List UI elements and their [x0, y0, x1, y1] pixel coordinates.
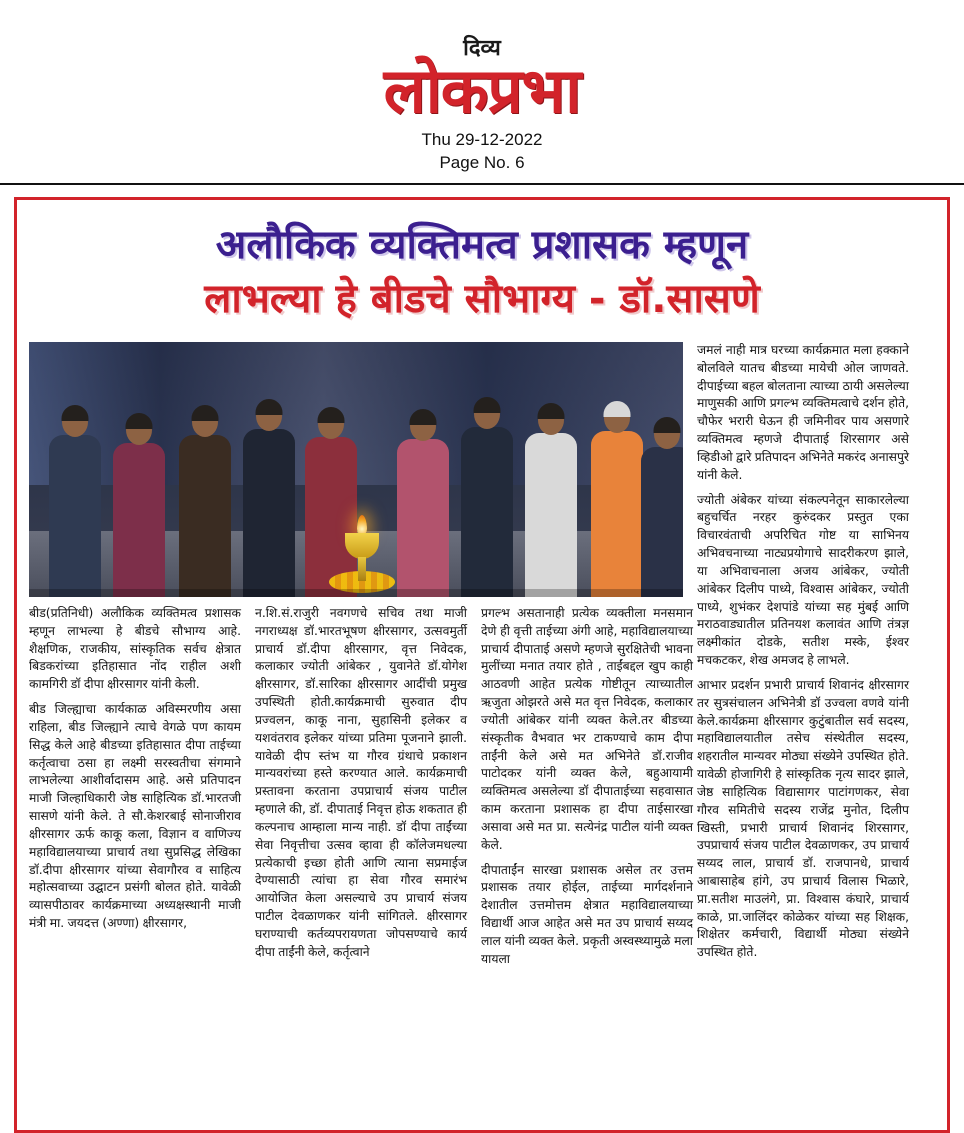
photo-bottom-strip: [29, 589, 683, 597]
photo-person: [589, 403, 645, 597]
masthead-brand-small: दिव्य: [463, 36, 501, 61]
headline: [29, 210, 935, 332]
paragraph: न.शि.सं.राजुरी नवगणचे सचिव तथा माजी नगराध्यक्ष डॉ.भारतभूषण क्षीरसागर, उत्सवमुर्ती प्राचार्य डॉ.दीपा क्षीरसागर, वृत्त निवेदक, कलाकार ज्योती आंबेकर , युवानेते डॉ.योगेश क्षीरसागर, डॉ.सारिका क्षीरसागर आदींची प्रमुख उपस्थिती होती.कार्यक्रमाची सुरुवात दीप प्रज्वलन, काकू नाना, सुहासिनी इलेकर व यशवंतराव इलेकर यांच्या प्रतिमा पूजनाने झाली. यावेळी दीप स्तंभ या गौरव ग्रंथाचे प्रकाशन मान्यवरांच्या हस्ते करण्यात आले. कार्यक्रमाची प्रस्तावना करताना उपप्राचार्य संजय पाटील म्हणाले की, डॉ. दीपाताई निवृत्त होऊ शकतात ही कल्पनाच आम्हाला मान्य नाही. डॉ दीपा ताईंच्या सेवा निवृत्तीचा उत्सव व्हावा ही कॉलेजमधल्या प्रत्येकाची इच्छा होती आणि त्याना सप्रमाईज देण्यासाठी त्यांचा हा सेवा गौरव समारंभ आयोजित केला असल्याचे उप प्राचार्य संजय पाटील देवळाणकर यांनी सांगितले. क्षीरसागर घराण्याची कर्तव्यपरायणता जोपसण्याचे कार्य दीपा ताईंनी केले, कर्तृत्वाने: [255, 605, 467, 959]
masthead-date: Thu 29-12-2022: [421, 130, 543, 150]
lamp-flame: [357, 515, 367, 535]
paragraph: दीपाताईंन सारखा प्रशासक असेल तर उत्तम प्रशासक तयार होईल, ताईच्या मार्गदर्शनाने देशातील उत्तमोत्तम क्षेत्रात महाविद्यालयाच्या विद्यार्थी आज आहेत असे मत उप प्राचार्य सय्यद लाल यांनी व्यक्त केले. प्रकृती अस्वस्थ्यामुळे मला यायला: [481, 862, 693, 966]
article-column-3: [481, 605, 693, 976]
photo-person: [241, 401, 297, 597]
paragraph: ज्योती अंबेकर यांच्या संकल्पनेतून साकारलेल्या बहुचर्चित नरहर कुरुंदकर प्रस्तुत एका विचारवंताची अपरिचित गोष्ट या साभिनय अभिवचनाच्या नाट्यप्रयोगाचे सादरीकरण झाले, या अभिवाचनाला अजय आंबेकर, ज्योती आंबेकर दिलीप पाध्ये, विश्वास आंबेकर, ज्योती पाध्ये, शुभंकर देशपांडे यांच्या सह मुंबई आणि मराठवाड्यातील प्रतिनयश कलावंत आणि तंत्रज्ञ लक्ष्मीकांत दोडके, सतीश मस्के, ईश्वर मचकटकर, शेख अमजद हे लाभले.: [697, 492, 909, 668]
article-frame: [14, 197, 950, 1133]
article-columns-left: [29, 605, 693, 976]
article-column-4: [697, 342, 909, 976]
article-body: [29, 342, 935, 976]
article-photo-wrap: [29, 342, 683, 597]
photo-person: [395, 411, 451, 597]
headline-line-1: अलौकिक व्यक्तिमत्व प्रशासक म्हणून: [215, 221, 749, 268]
article-left-region: [29, 342, 693, 976]
stage-inauguration-photo: [29, 342, 683, 597]
photo-person: [111, 415, 167, 597]
masthead-page-number: Page No. 6: [439, 153, 525, 173]
article-column-2: [255, 605, 467, 976]
masthead-divider: [0, 183, 964, 185]
paragraph: आभार प्रदर्शन प्रभारी प्राचार्य शिवानंद क्षीरसागर तर सुत्रसंचालन अभिनेत्री डॉ उज्वला वणवे यांनी केले.कार्यक्रमा क्षीरसागर कुटुंबातील सर्व सदस्य, महाविद्यालयातील तसेच संस्थेतील सदस्य, शहरातील मान्यवर मोठ्या संख्येने उपस्थित होते. यावेळी होजागिरी हे सांस्कृतिक नृत्य सादर झाले, जेष्ठ साहित्यिक विद्यासागर पाटांगणकर, सेवा गौरव समितीचे सदस्य राजेंद्र मुनोत, दिलीप खिस्ती, प्रभारी प्राचार्य शिवानंद शिरसागर, उपप्राचार्य संजय पाटील देवळाणकर, उप प्राचार्य सय्यद लाल, प्राचार्य डॉ. राजपानधे, प्राचार्य आबासाहेब हांगे, उप प्राचार्य विलास भिळारे, प्रा.सतीश माउलंगे, प्रा. विश्वास कंघारे, प्राचार्य काळे, प्रा.जालिंदर कोळेकर यांच्या सह शिक्षक, शिक्षेतर कर्मचारी, विद्यार्थी मोठ्या संख्येने उपस्थित होते.: [697, 677, 909, 960]
masthead-brand-main: लोकप्रभा: [383, 54, 581, 127]
photo-person: [459, 399, 515, 597]
photo-person: [639, 419, 683, 597]
article-column-1: [29, 605, 241, 976]
photo-person: [47, 407, 103, 597]
paragraph: जमलं नाही मात्र घरच्या कार्यक्रमात मला हक्काने बोलविले यातच बीडच्या मायेची ओल जाणवते. दीपाईच्या बहल बोलताना त्याच्या ठायी असलेल्या माणुसकी आणि प्रगल्भ व्यक्तिमत्वाचे दर्शन होते, चौफेर भरारी घेऊन ही जमिनीवर पाय असणारे व्यक्तिमत्व म्हणजे दीपाताई शिरसागर असे व्हिडीओ द्वारे प्रतिपादन अभिनेते मकरंद अनासपुरे यांनी केले.: [697, 342, 909, 482]
headline-line-2: लाभल्या हे बीडचे सौभाग्य - डॉ.सासणे: [204, 275, 760, 322]
paragraph: बीड(प्रतिनिधी) अलौकिक व्यक्तिमत्व प्रशासक म्हणून लाभल्या हे बीडचे सौभाग्य आहे. शैक्षणिक, राजकीय, सांस्कृतिक सर्वच क्षेत्रात बिडकरांच्या इतिहासात नोंद राहील अशी कामगिरी डॉ दीपा क्षीरसागर यांनी केली.: [29, 605, 241, 692]
paragraph: प्रगल्भ असतानाही प्रत्येक व्यक्तीला मनसमान देणे ही वृत्ती ताईच्या अंगी आहे, महाविद्यालयाच्या प्राचार्य दीपाताई असणे म्हणजे सुरक्षितेची भावना मुलींच्या मनात तयार होते , ताईंबद्दल खुप काही आठवणी आहेत प्रत्येक गोष्टीतून त्याच्यातील ऋजुता ओझरते असे मत वृत्त निवेदक, कलाकार ज्योती आंबेकर यांनी व्यक्त केले.तर बीडच्या संस्कृतीक वैभवात भर टाकण्याचे काम दीपा ताईंनी केले असे मत अभिनेते डॉ.राजीव पाटोदकर यांनी व्यक्त केले, बहुआयामी व्यक्तिमत्व असलेल्या डॉ दीपाताईच्या सहवासात काम करताना प्रशासक हा दीपा ताईसारखा असावा असे मत प्रा. सत्येनंद्र पाटील यांनी व्यक्त केले.: [481, 605, 693, 852]
paragraph: बीड जिल्ह्याचा कार्यकाळ अविस्मरणीय असा राहिला, बीड जिल्ह्याने त्याचे वेगळे पण कायम सिद्ध केले आहे बीडच्या इतिहासात दीपा ताईच्या कर्तृत्वाचा ठसा हा लक्ष्मी सरस्वतीचा संगमाने लाभलेल्या आशीर्वादासम आहे. असे प्रतिपादन माजी जिल्हाधिकारी जेष्ठ साहित्यिक डॉ.भारतजी सासणे यांनी केले. ते सौ.केशरबाई सोनाजीराव क्षीरसागर ऊर्फ काकू कला, विज्ञान व वाणिज्य महाविद्यालयाच्या प्राचार्य तथा सुप्रसिद्ध लेखिका डॉ.दीपा क्षीरसागर यांच्या सेवागौरव व साहित्य महोत्सवाच्या उद्घाटन प्रसंगी बोलत होते. यावेळी व्यासपीठावर कार्यक्रमाच्या अध्यक्षस्थानी माजी मंत्री मा. जयदत्त (अण्णा) क्षीरसागर,: [29, 702, 241, 931]
ceremonial-lamp: [345, 489, 379, 581]
photo-person: [523, 405, 579, 597]
masthead: [0, 0, 964, 175]
photo-person: [177, 407, 233, 597]
